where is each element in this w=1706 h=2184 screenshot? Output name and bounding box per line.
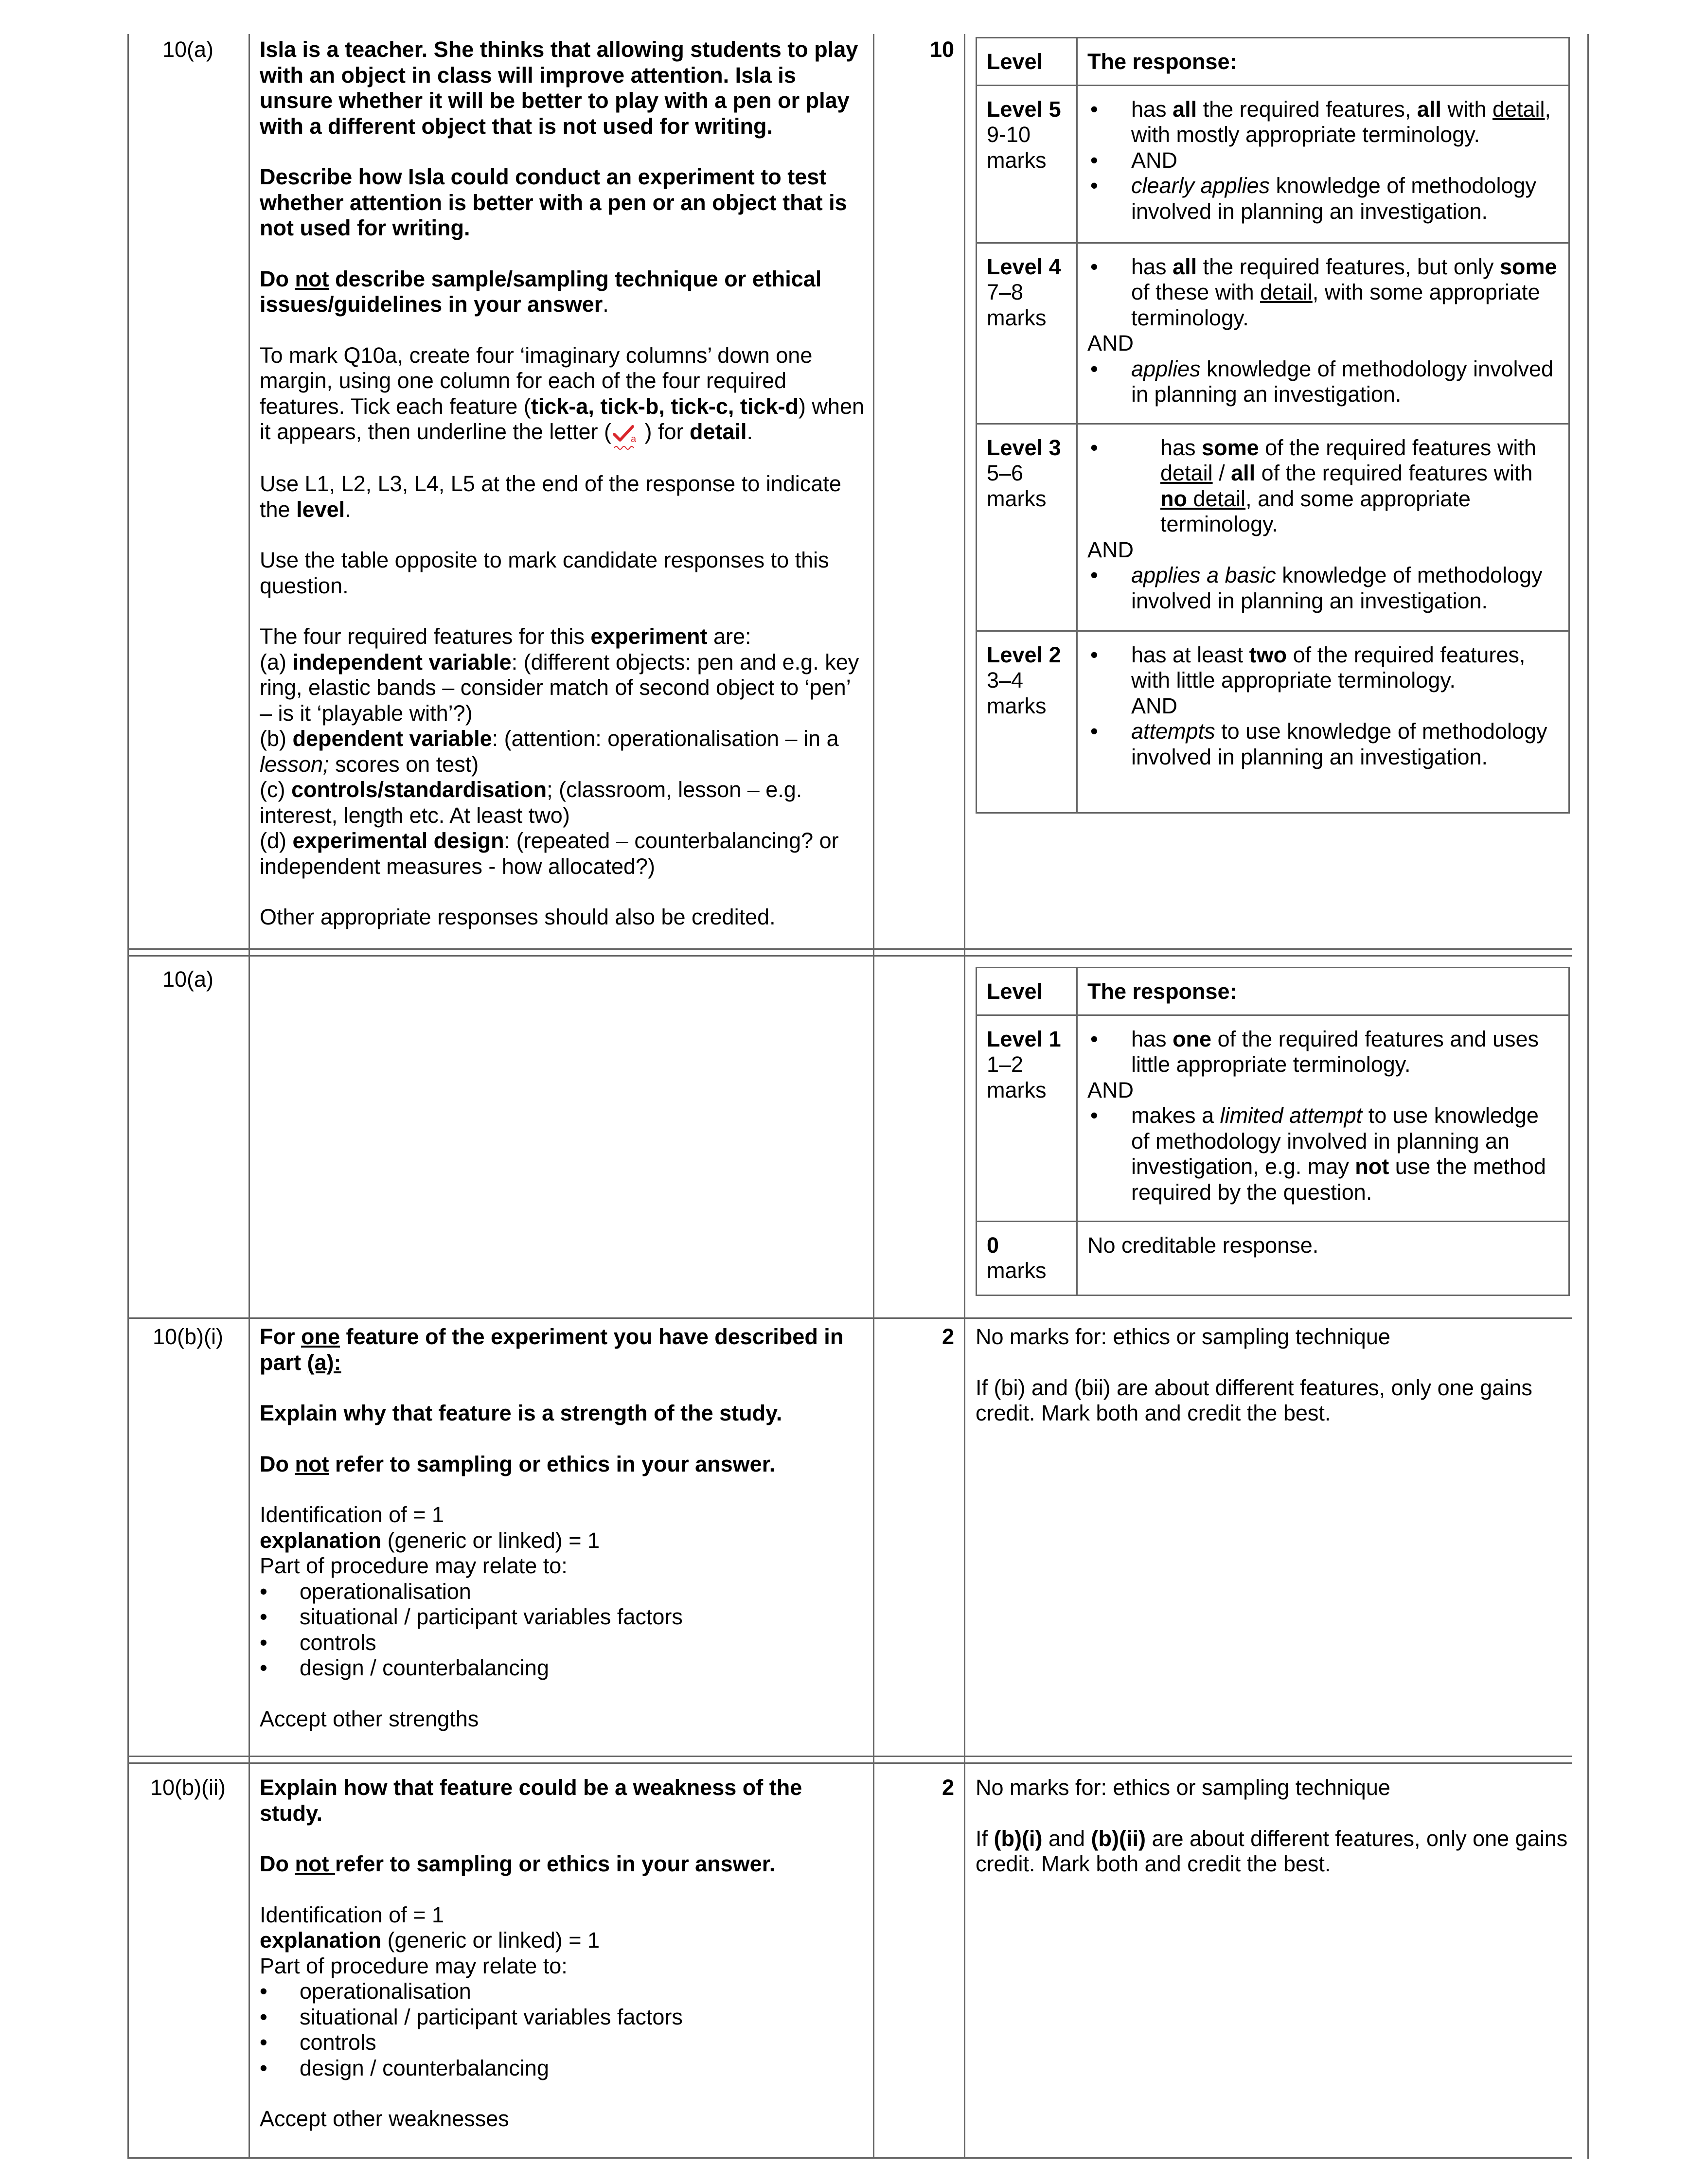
row-divider bbox=[127, 955, 1572, 957]
procedure-list bbox=[257, 1979, 865, 2081]
question-cell-10a bbox=[260, 37, 865, 930]
question-prompt: For one feature of the experiment you have described in part (a): bbox=[260, 1324, 844, 1375]
question-cell-10bii bbox=[260, 1775, 865, 2132]
question-instruction: Do not describe sample/sampling technique or ethical issues/guidelines in your answer. bbox=[260, 266, 822, 317]
level-1-descriptor: • has one of the required features and uses little appropriate terminology. AND • makes a limited attempt to use knowledge of methodology involved in planning an investigation, e.g. may not use the method required by the question. bbox=[1077, 1015, 1569, 1221]
marks-value: 2 bbox=[942, 1324, 954, 1349]
question-id: 10(b)(i) bbox=[152, 1324, 224, 1349]
question-cell-10bi bbox=[260, 1324, 865, 1732]
guidance-text: If (b)(i) and (b)(ii) are about different features, only one gains credit. Mark both and credit the best. bbox=[976, 1826, 1568, 1876]
level-0-descriptor: No creditable response. bbox=[1077, 1221, 1569, 1295]
question-id: 10(a) bbox=[162, 967, 214, 992]
level-header: Level bbox=[977, 38, 1077, 86]
marks-value: 10 bbox=[929, 37, 954, 62]
level-5-descriptor: • has all the required features, all with detail, with mostly appropriate terminology. • AND • clearly applies knowledge of methodology involved in planning an investigation. bbox=[1077, 85, 1569, 243]
required-features: The four required features for this experiment are: (a) independent variable: (different objects: pen and e.g. key ring, elastic bands – consider match of second object to ‘pen’ – is it ‘playable with’?) (b) dependent variable: (attention: operationalisation – in a lesson; scores on test) (c) controls/standardisation; (classroom, lesson – e.g. interest, length etc. At least two) (d) experimental design: (repeated – counterbalancing? or independent measures - how allocated?) bbox=[260, 624, 859, 879]
list-item: • situational / participant variables factors bbox=[257, 1604, 865, 1630]
mark-allocation: Identification of = 1 explanation (generic or linked) = 1 Part of procedure may relate to: bbox=[260, 1902, 600, 1978]
other-responses-note: Other appropriate responses should also be credited. bbox=[260, 905, 776, 930]
accept-note: Accept other weaknesses bbox=[260, 2106, 509, 2131]
level-1-label: Level 1 1–2 marks bbox=[977, 1015, 1077, 1221]
guidance-text: If (bi) and (bii) are about different features, only one gains credit. Mark both and credit the best. bbox=[976, 1375, 1532, 1425]
question-id: 10(a) bbox=[162, 37, 214, 62]
level-4-descriptor: • has all the required features, but only some of these with detail, with some appropriate terminology. AND • applies knowledge of methodology involved in planning an investigation. bbox=[1077, 243, 1569, 424]
column-divider bbox=[249, 34, 250, 2159]
response-header: The response: bbox=[1077, 968, 1569, 1015]
list-item: • operationalisation bbox=[257, 1579, 865, 1605]
table-bottom-border bbox=[127, 2157, 1572, 2159]
level-5-label: Level 5 9-10 marks bbox=[977, 85, 1077, 243]
question-instruction: Do not refer to sampling or ethics in your answer. bbox=[260, 1851, 776, 1876]
level-instruction: Use L1, L2, L3, L4, L5 at the end of the response to indicate the level. bbox=[260, 471, 841, 522]
mark-allocation: Identification of = 1 explanation (generic or linked) = 1 Part of procedure may relate to: bbox=[260, 1502, 600, 1578]
accept-note: Accept other strengths bbox=[260, 1706, 479, 1731]
marking-instruction: To mark Q10a, create four ‘imaginary columns’ down one margin, using one column for each of the four required features. Tick each feature (tick-a, tick-b, tick-c, tick-d) when it appears, then underline the letter ( a ) for detail. bbox=[260, 343, 865, 446]
question-task: Explain how that feature could be a weakness of the study. bbox=[260, 1775, 802, 1826]
table-instruction: Use the table opposite to mark candidate responses to this question. bbox=[260, 548, 829, 598]
marks-value: 2 bbox=[942, 1775, 954, 1800]
row-divider bbox=[127, 1762, 1572, 1764]
procedure-list bbox=[257, 1579, 865, 1681]
list-item: • operationalisation bbox=[257, 1979, 865, 2005]
level-4-label: Level 4 7–8 marks bbox=[977, 243, 1077, 424]
svg-text:a: a bbox=[630, 434, 637, 445]
level-2-label: Level 2 3–4 marks bbox=[977, 631, 1077, 813]
level-table-lower bbox=[976, 967, 1570, 1296]
table-left-border bbox=[127, 34, 129, 2159]
question-task: Describe how Isla could conduct an experiment to test whether attention is better with a pen or an object that is not used for writing. bbox=[260, 164, 847, 240]
level-header: Level bbox=[977, 968, 1077, 1015]
column-divider bbox=[964, 34, 965, 2159]
list-item: • situational / participant variables factors bbox=[257, 2005, 865, 2030]
list-item: • controls bbox=[257, 2030, 865, 2056]
question-id: 10(b)(ii) bbox=[150, 1775, 226, 1800]
list-item: • controls bbox=[257, 1630, 865, 1656]
response-header: The response: bbox=[1077, 38, 1569, 86]
question-instruction: Do not refer to sampling or ethics in your answer. bbox=[260, 1451, 776, 1476]
guidance-cell-10bii bbox=[976, 1775, 1574, 1877]
question-stem: Isla is a teacher. She thinks that allowing students to play with an object in class will improve attention. Isla is unsure whether it will be better to play with a pen or play with a different object that is not used for writing. bbox=[260, 37, 858, 139]
list-item: • design / counterbalancing bbox=[257, 1655, 865, 1681]
red-tick-a-icon bbox=[611, 421, 639, 446]
guidance-text: No marks for: ethics or sampling technique bbox=[976, 1324, 1390, 1349]
level-0-label: 0 marks bbox=[977, 1221, 1077, 1295]
row-divider bbox=[127, 948, 1572, 950]
level-3-label: Level 3 5–6 marks bbox=[977, 424, 1077, 631]
column-divider bbox=[873, 34, 874, 2159]
level-3-descriptor: • has some of the required features with detail / all of the required features with no detail, and some appropriate terminology. AND • applies a basic knowledge of methodology involved in planning an investigation. bbox=[1077, 424, 1569, 631]
row-divider bbox=[127, 1317, 1572, 1319]
guidance-cell-10bi bbox=[976, 1324, 1574, 1426]
level-table-upper bbox=[976, 37, 1570, 814]
guidance-text: No marks for: ethics or sampling technique bbox=[976, 1775, 1390, 1800]
row-divider bbox=[127, 1756, 1572, 1757]
level-2-descriptor: • has at least two of the required features, with little appropriate terminology. AND • attempts to use knowledge of methodology involved in planning an investigation. bbox=[1077, 631, 1569, 813]
table-right-border bbox=[1587, 34, 1589, 2159]
list-item: • design / counterbalancing bbox=[257, 2056, 865, 2081]
question-task: Explain why that feature is a strength of the study. bbox=[260, 1401, 782, 1425]
